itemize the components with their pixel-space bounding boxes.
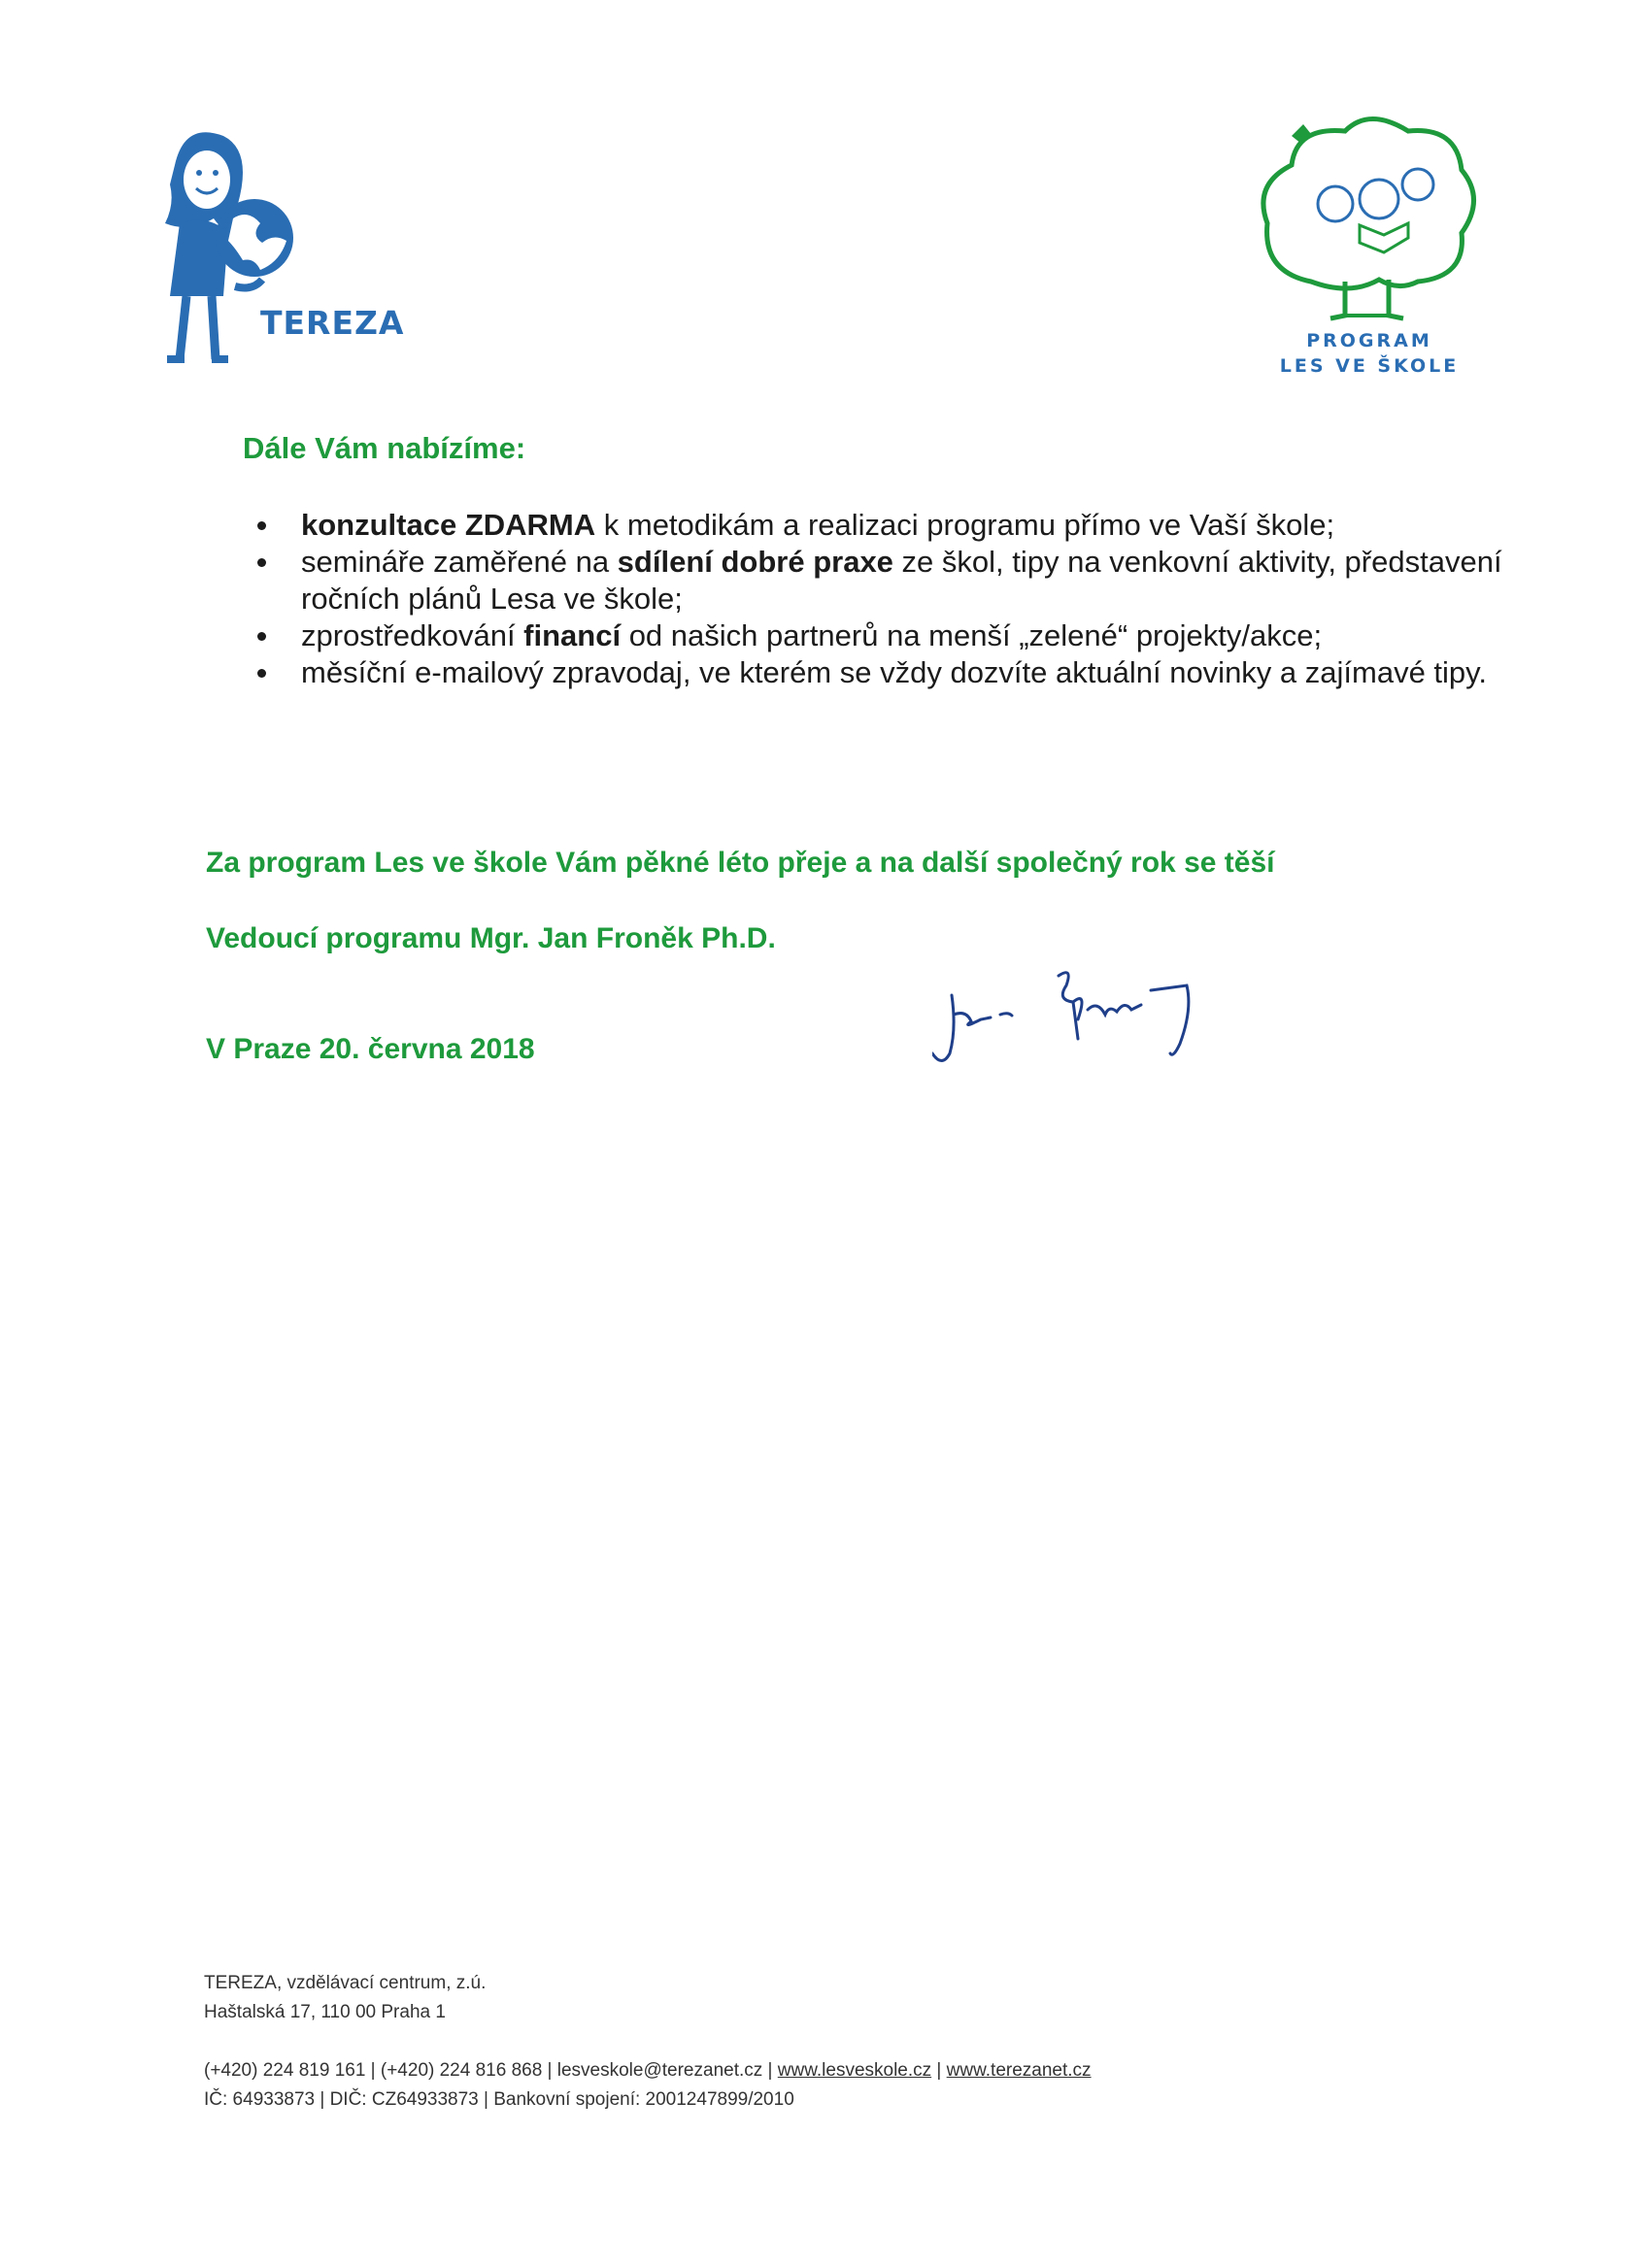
offers-list <box>243 507 1515 691</box>
contact-line <box>204 2056 1092 2085</box>
tereza-logo <box>146 126 418 379</box>
offer-item <box>301 654 1515 691</box>
web-link-lesveskole[interactable]: www.lesveskole.cz <box>777 2060 932 2081</box>
company-ids: IČ: 64933873 | DIČ: CZ64933873 | Bankovní spojení: 2001247899/2010 <box>204 2089 794 2110</box>
program-leader: Vedoucí programu Mgr. Jan Froněk Ph.D. <box>206 922 776 954</box>
tree-icon <box>1253 107 1486 330</box>
offer-text: měsíční e-mailový zpravodaj, ve kterém se vždy dozvíte aktuální novinky a zajímavé tipy. <box>301 655 1487 689</box>
offer-text: od našich partnerů na menší „zelené“ projekty/akce; <box>621 618 1323 652</box>
tereza-logo-text: TEREZA <box>260 304 405 342</box>
offer-text: semináře zaměřené na <box>301 545 618 579</box>
phones-email: (+420) 224 819 161 | (+420) 224 816 868 | lesveskole@terezanet.cz | <box>204 2060 778 2081</box>
letter-date: V Praze 20. června 2018 <box>206 1033 535 1065</box>
offer-bold: konzultace ZDARMA <box>301 508 596 542</box>
offer-bold: financí <box>523 618 622 652</box>
offers-heading: Dále Vám nabízíme: <box>243 431 526 465</box>
closing-greeting: Za program Les ve škole Vám pěkné léto přeje a na další společný rok se těší <box>206 847 1275 879</box>
offer-item <box>301 507 1515 544</box>
les-logo-line2: LES VE ŠKOLE <box>1279 355 1460 377</box>
offer-text: k metodikám a realizaci programu přímo ve Vaší škole; <box>595 508 1335 542</box>
les-logo-line1: PROGRAM <box>1306 330 1432 351</box>
offer-item <box>301 617 1515 654</box>
offer-bold: sdílení dobré praxe <box>617 545 893 579</box>
org-name: TEREZA, vzdělávací centrum, z.ú. <box>204 1973 487 1993</box>
offer-text: ze škol, tipy na venkovní aktivity, představení ročních plánů Lesa ve škole; <box>301 545 1502 616</box>
org-address: Haštalská 17, 110 00 Praha 1 <box>204 2002 446 2022</box>
offer-text: zprostředkování <box>301 618 524 652</box>
separator: | <box>931 2060 947 2081</box>
footer-contacts <box>204 2056 1092 2115</box>
footer-organization <box>204 1969 486 2027</box>
signature-icon <box>932 961 1224 1078</box>
les-ve-skole-logo <box>1253 107 1486 388</box>
offer-item <box>301 544 1515 617</box>
web-link-terezanet[interactable]: www.terezanet.cz <box>946 2060 1092 2081</box>
handwritten-signature <box>932 961 1224 1078</box>
